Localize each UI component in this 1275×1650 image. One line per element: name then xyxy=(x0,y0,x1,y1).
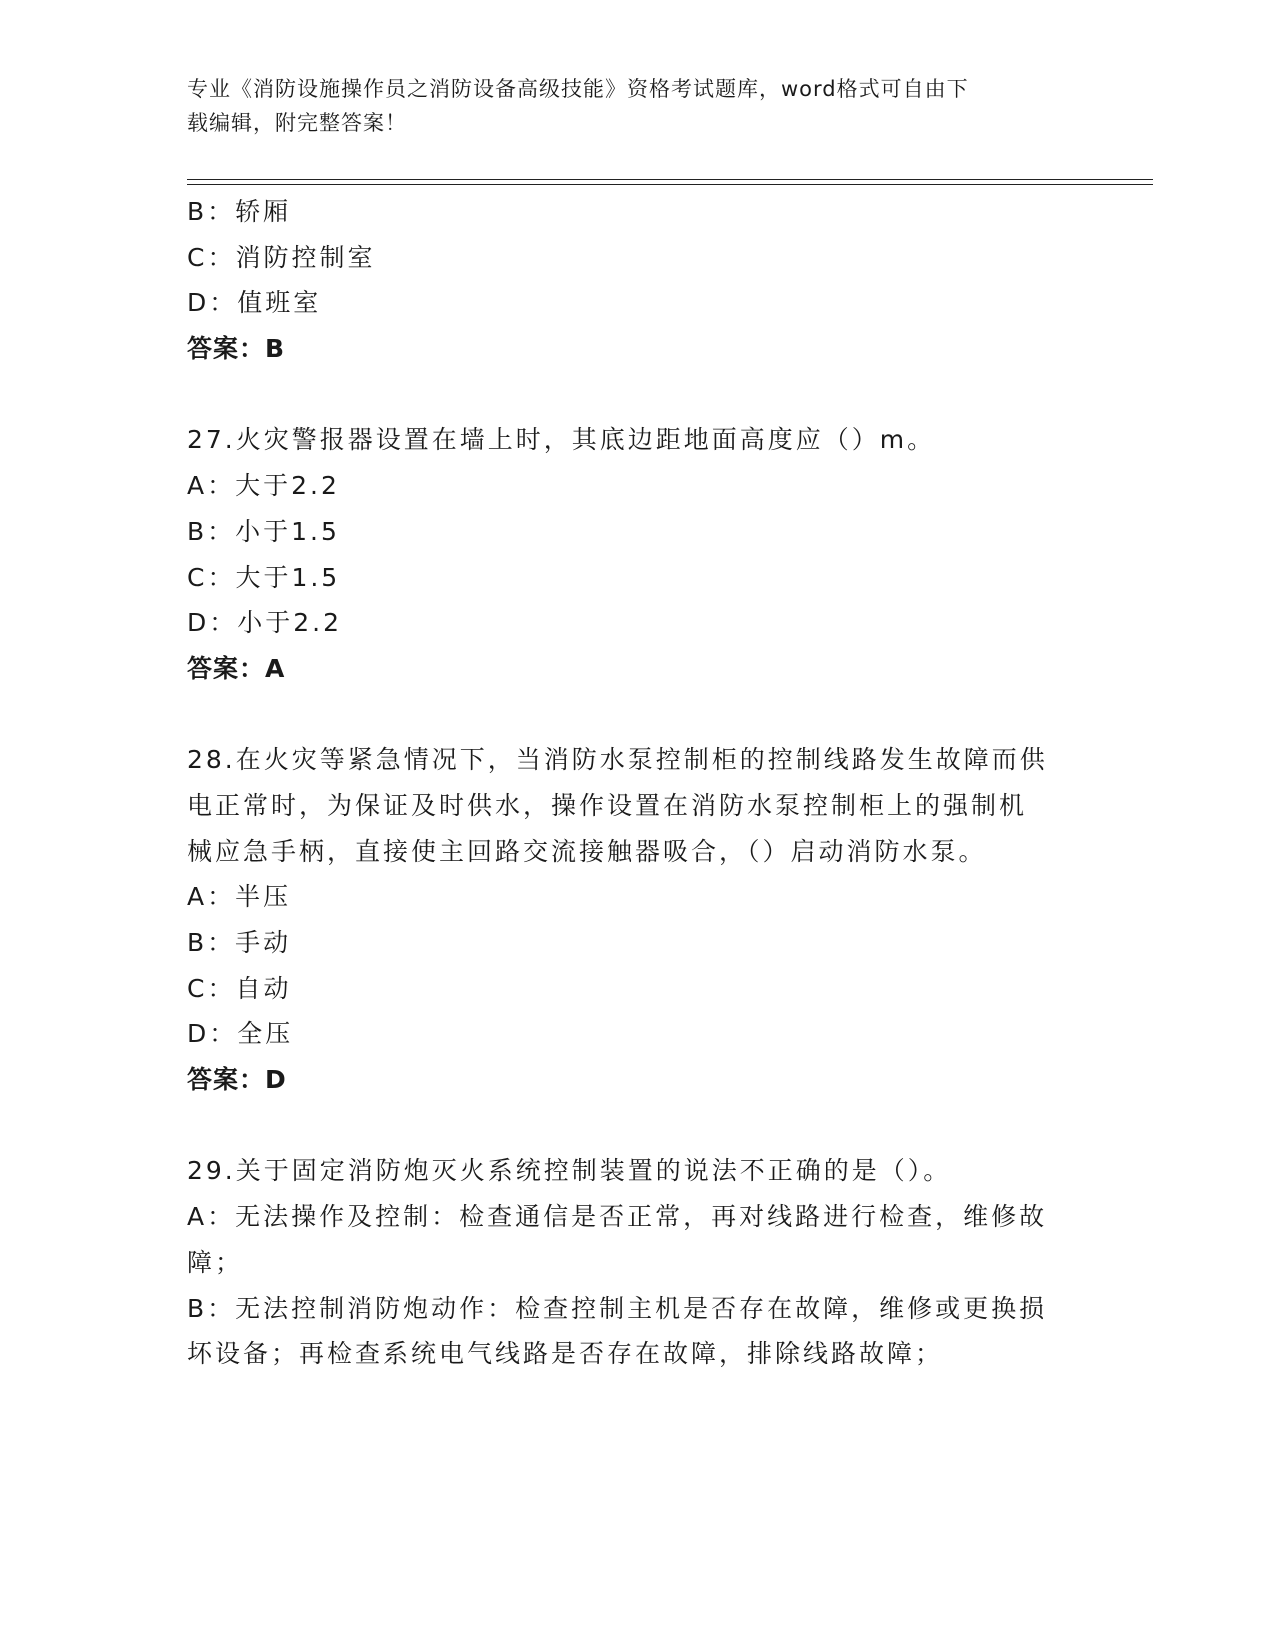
question-content xyxy=(187,189,1087,1377)
answer: 答案：D xyxy=(187,1065,287,1095)
header-line-2: 载编辑，附完整答案！ xyxy=(187,111,407,135)
option-b: B：小于1.5 xyxy=(187,516,340,546)
option-b-line-1: B：无法控制消防炮动作：检查控制主机是否存在故障，维修或更换损 xyxy=(187,1293,1048,1323)
question-28 xyxy=(187,737,1087,1103)
question-text: 27.火灾警报器设置在墙上时，其底边距地面高度应（）m。 xyxy=(187,425,936,455)
option-d: D：小于2.2 xyxy=(187,608,343,638)
header-rule-bottom xyxy=(187,184,1153,185)
option-a: A：半压 xyxy=(187,882,292,912)
spacer xyxy=(187,692,1087,738)
answer: 答案：A xyxy=(187,653,286,683)
option-a-line-2: 障； xyxy=(187,1247,244,1277)
document-header xyxy=(187,72,1067,140)
question-text: 29.关于固定消防炮灭火系统控制装置的说法不正确的是（）。 xyxy=(187,1156,952,1186)
spacer xyxy=(187,372,1087,418)
answer: 答案：B xyxy=(187,334,286,364)
option-d: D：全压 xyxy=(187,1019,294,1049)
header-rule-top xyxy=(187,179,1153,180)
option-c: C：自动 xyxy=(187,973,292,1003)
option-b: B：手动 xyxy=(187,928,292,957)
question-29 xyxy=(187,1148,1087,1376)
question-text-line-1: 28.在火灾等紧急情况下，当消防水泵控制柜的控制线路发生故障而供 xyxy=(187,745,1048,775)
option-a: A：大于2.2 xyxy=(187,471,340,501)
spacer xyxy=(187,1103,1087,1149)
question-26 xyxy=(187,189,1087,372)
option-a-line-1: A：无法操作及控制：检查通信是否正常，再对线路进行检查，维修故 xyxy=(187,1202,1048,1232)
option-b-line-2: 坏设备；再检查系统电气线路是否存在故障，排除线路故障； xyxy=(187,1339,944,1369)
option-c: C：消防控制室 xyxy=(187,242,376,272)
option-d: D：值班室 xyxy=(187,288,322,318)
option-c: C：大于1.5 xyxy=(187,562,341,592)
header-line-1: 专业《消防设施操作员之消防设备高级技能》资格考试题库，word格式可自由下 xyxy=(187,77,969,101)
option-b: B：轿厢 xyxy=(187,197,292,226)
question-text-line-2: 电正常时，为保证及时供水，操作设置在消防水泵控制柜上的强制机 xyxy=(187,790,1028,820)
question-text-line-3: 械应急手柄，直接使主回路交流接触器吸合，（）启动消防水泵。 xyxy=(187,836,987,866)
question-27 xyxy=(187,417,1087,691)
